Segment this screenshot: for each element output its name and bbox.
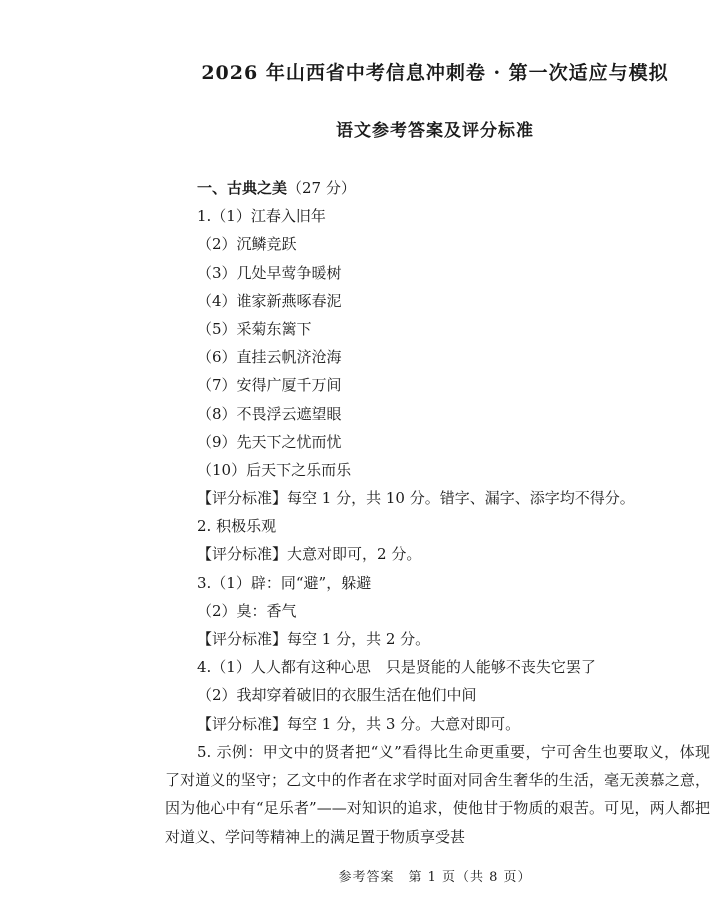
answer-line: （3）几处早莺争暖树: [197, 263, 342, 282]
scoring-criteria-line: 【评分标准】大意对即可，2 分。: [197, 545, 422, 564]
section-label: 一、古典之美: [197, 179, 288, 197]
scoring-criteria-line: 【评分标准】每空 1 分，共 10 分。错字、漏字、添字均不得分。: [197, 489, 635, 508]
answer-line: （6）直挂云帆济沧海: [197, 348, 342, 367]
answer-paragraph: 5. 示例：甲文中的贤者把“义”看得比生命更重要，宁可舍生也要取义，体现了对道义的坚守；乙文中的作者在求学时面对同舍生奢华的生活，毫无羡慕之意，因为他心中有“足乐者”——对知识的追求，使他甘于物质的艰苦。可见，两人都把对道义、学问等精神上的满足置于物质享受甚: [165, 743, 710, 846]
answer-line: （7）安得广厦千万间: [197, 376, 342, 395]
page-footer: 参考答案 第 1 页（共 8 页）: [338, 870, 532, 885]
answer-line: （5）采菊东篱下: [197, 319, 312, 338]
section-heading: [197, 174, 712, 202]
answer-line: 3.（1）辟：同“避”，躲避: [197, 573, 372, 592]
answer-line: （2）臭：香气: [197, 601, 297, 620]
answer-body: [197, 174, 712, 738]
scoring-criteria-line: 【评分标准】每空 1 分，共 2 分。: [197, 630, 431, 648]
answer-line: （8）不畏浮云遮望眼: [197, 404, 342, 423]
answer-line: 2. 积极乐观: [197, 517, 277, 536]
answer-line: 4.（1）人人都有这种心思 只是贤能的人能够不丧失它罢了: [197, 658, 596, 677]
answer-line: （9）先天下之忧而忧: [197, 432, 342, 451]
answer-line: （10）后天下之乐而乐: [197, 460, 352, 479]
scoring-criteria-line: 【评分标准】每空 1 分，共 3 分。大意对即可。: [197, 714, 521, 733]
page-title: 2026 年山西省中考信息冲刺卷 · 第一次适应与模拟: [201, 62, 669, 84]
page-subtitle: 语文参考答案及评分标准: [336, 121, 534, 141]
section-points: （27 分）: [287, 179, 356, 197]
answer-line: （2）我却穿着破旧的衣服生活在他们中间: [197, 686, 477, 705]
answer-line: （4）谁家新燕啄春泥: [197, 291, 342, 310]
answer-line: （2）沉鳞竞跃: [197, 235, 297, 254]
answer-line: 1.（1）江春入旧年: [197, 207, 326, 226]
